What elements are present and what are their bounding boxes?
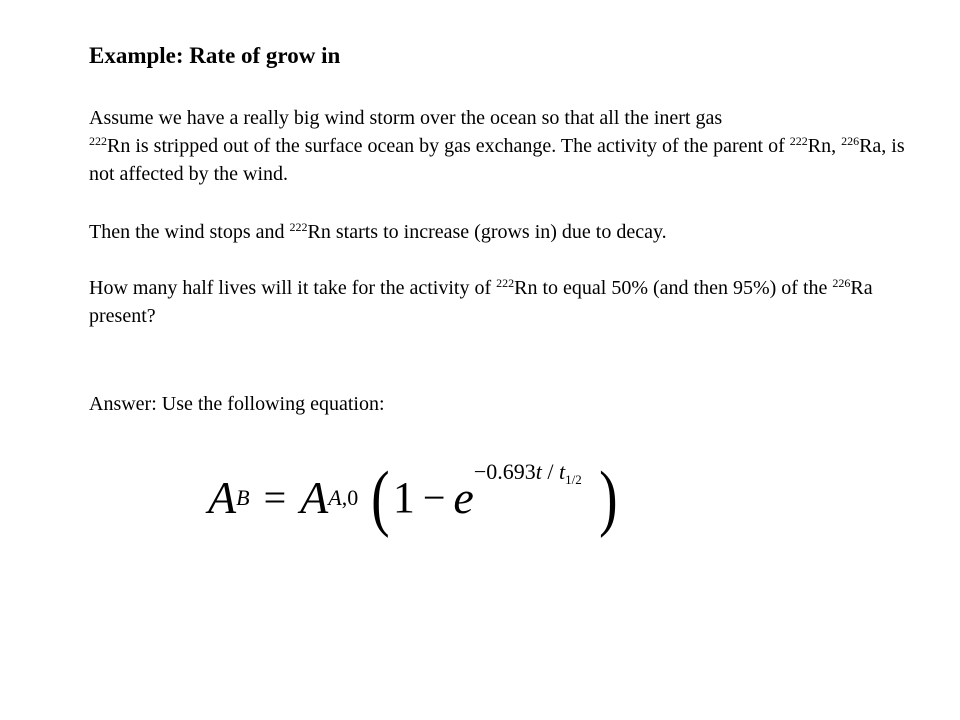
- isotope-mass: 222: [496, 275, 515, 290]
- text: How many half lives will it take for the activity of: [89, 277, 497, 299]
- grow-in-equation: A B = A A,0 ( 1 − e $-0.693t / t_{1/2}$ ): [208, 457, 618, 539]
- text: Rn starts to increase (grows in) due to decay.: [307, 221, 667, 243]
- text: Ra present?: [89, 277, 873, 327]
- text: Ra, is not affected by the wind.: [89, 135, 905, 185]
- isotope-mass: 226: [841, 133, 860, 148]
- paragraph-answer: Answer: Use the following equation:: [89, 393, 385, 415]
- eq-e: e: [453, 472, 474, 523]
- text: Rn to equal 50% (and then 95%) of the: [514, 277, 833, 299]
- text: Assume we have a really big wind storm over the ocean so that all the inert gas: [89, 107, 723, 129]
- isotope-mass: 222: [89, 133, 107, 148]
- eq-rhs-var: A: [300, 472, 329, 523]
- isotope-mass: 226: [832, 275, 851, 290]
- eq-exp-coeff: −0.693: [473, 458, 536, 484]
- eq-rhs-sub-rest: ,0: [341, 485, 359, 510]
- eq-one: 1: [392, 473, 415, 522]
- page-title: Example: Rate of grow in: [89, 43, 341, 68]
- eq-exp-t: t: [535, 458, 542, 484]
- paragraph-question: [89, 274, 929, 330]
- paragraph-grow-in: [89, 218, 929, 246]
- eq-minus: −: [422, 475, 446, 520]
- eq-lhs-var: A: [208, 472, 237, 523]
- text: Then the wind stops and: [89, 221, 290, 243]
- eq-exponent: [473, 458, 582, 488]
- text: Rn,: [807, 135, 842, 157]
- text: Rn is stripped out of the surface ocean by gas exchange. The activity of the parent of: [107, 135, 790, 157]
- isotope-mass: 222: [289, 219, 308, 234]
- paragraph-problem-setup: [89, 104, 929, 188]
- eq-equals: =: [263, 475, 287, 520]
- eq-open-paren: (: [371, 457, 390, 539]
- eq-exp-slash: /: [541, 458, 559, 484]
- eq-close-paren: ): [598, 457, 618, 539]
- eq-rhs-sub-letter: A: [328, 485, 342, 510]
- isotope-mass: 222: [789, 133, 808, 148]
- eq-exp-half: 1/2: [565, 472, 582, 488]
- eq-exp-t2: t: [559, 458, 566, 484]
